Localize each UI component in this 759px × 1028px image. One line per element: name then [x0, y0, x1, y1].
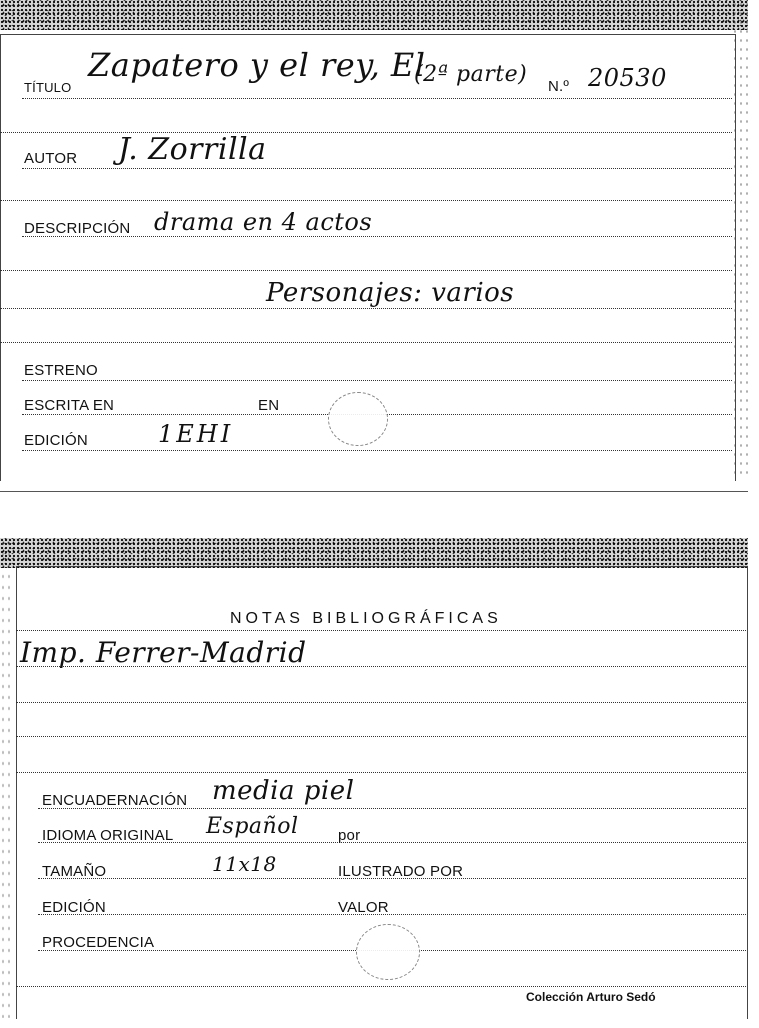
- ruled-line: [22, 380, 732, 381]
- erased-stamp: [356, 924, 420, 980]
- en-label: EN: [258, 397, 280, 414]
- ruled-line: [16, 986, 746, 987]
- estreno-label: ESTRENO: [24, 362, 98, 379]
- ruled-line: [22, 98, 732, 99]
- ruled-line: [0, 200, 732, 201]
- ruled-line: [0, 342, 732, 343]
- edicion-value: 1EHI: [158, 420, 234, 448]
- idioma-value: Español: [206, 814, 299, 839]
- autor-label: AUTOR: [24, 150, 78, 167]
- autor-value: J. Zorrilla: [118, 132, 267, 167]
- ruled-line: [22, 450, 732, 451]
- titulo-value: Zapatero y el rey, El: [88, 46, 426, 84]
- number-label: N.º: [548, 78, 570, 95]
- ilustrado-label: ILUSTRADO POR: [338, 863, 464, 880]
- personajes-value: Personajes: varios: [266, 278, 515, 308]
- number-value: 20530: [588, 64, 667, 92]
- notas-heading: NOTAS BIBLIOGRÁFICAS: [230, 610, 502, 627]
- edicion-label: EDICIÓN: [24, 432, 88, 449]
- ruled-line: [16, 736, 746, 737]
- card-edge-speckle: [0, 0, 748, 30]
- card-separator: [0, 491, 748, 492]
- ruled-line: [22, 168, 732, 169]
- ruled-line: [0, 270, 732, 271]
- escrita-en-label: ESCRITA EN: [24, 397, 115, 414]
- card-edge-noise: [0, 538, 14, 1018]
- edicion-back-label: EDICIÓN: [42, 899, 106, 916]
- ruled-line: [16, 772, 746, 773]
- titulo-label: TÍTULO: [24, 80, 72, 95]
- por-label: por: [338, 827, 361, 844]
- ruled-line: [16, 630, 746, 631]
- erased-stamp: [328, 392, 388, 446]
- tamano-label: TAMAÑO: [42, 863, 107, 880]
- procedencia-label: PROCEDENCIA: [42, 934, 155, 951]
- idioma-label: IDIOMA ORIGINAL: [42, 827, 174, 844]
- ruled-line: [0, 132, 732, 133]
- catalog-card-front: [0, 0, 748, 480]
- valor-label: VALOR: [338, 899, 389, 916]
- ruled-line: [16, 702, 746, 703]
- encuadernacion-label: ENCUADERNACIÓN: [42, 792, 188, 809]
- encuadernacion-value: media piel: [212, 776, 355, 806]
- collection-footer: Colección Arturo Sedó: [526, 990, 656, 1004]
- titulo-part: (2ª parte): [414, 62, 528, 87]
- descripcion-label: DESCRIPCIÓN: [24, 220, 131, 237]
- card-edge-speckle: [0, 538, 748, 568]
- ruled-line: [38, 914, 746, 915]
- notes-line1: Imp. Ferrer-Madrid: [20, 636, 307, 669]
- ruled-line: [0, 308, 732, 309]
- descripcion-value: drama en 4 actos: [154, 208, 373, 236]
- catalog-card-back: [0, 538, 748, 1018]
- tamano-value: 11x18: [212, 852, 277, 876]
